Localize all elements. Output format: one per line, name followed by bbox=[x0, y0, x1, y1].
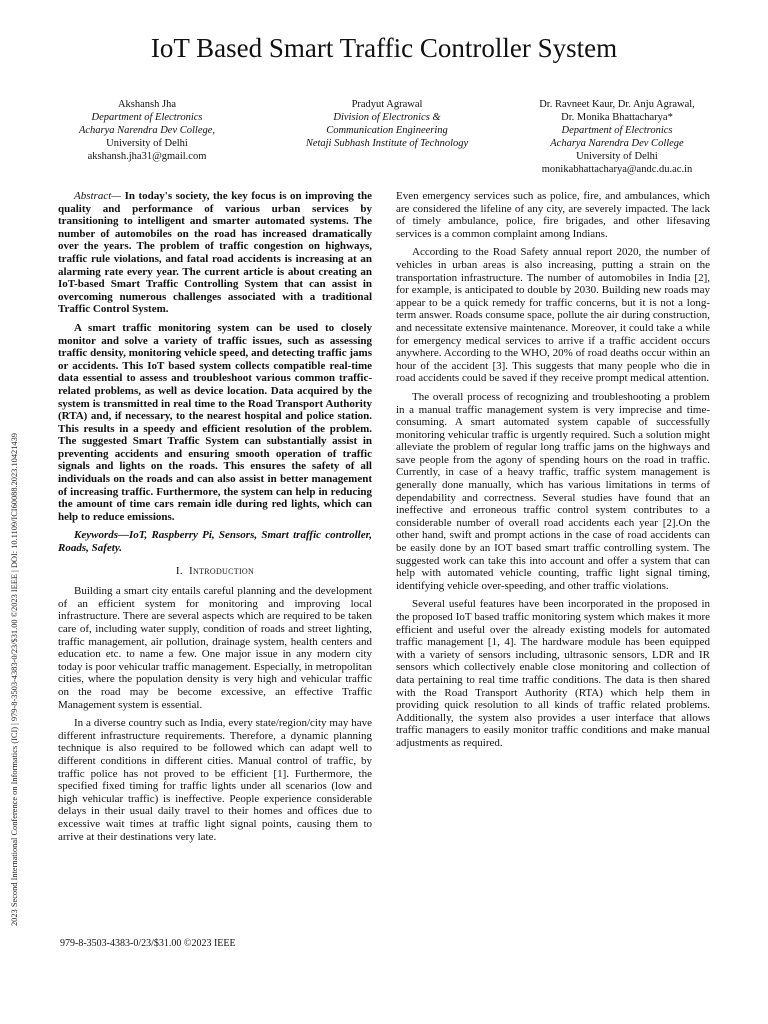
author-city: Netaji Subhash Institute of Technology bbox=[305, 138, 469, 149]
section-heading bbox=[58, 565, 372, 578]
right-column bbox=[396, 190, 710, 756]
keywords-text: IoT, Raspberry Pi, Sensors, Smart traffic controller, Roads, Safety. bbox=[58, 529, 372, 555]
abstract-label: Abstract— bbox=[74, 190, 122, 202]
body-paragraph: Even emergency services such as police, fire, and ambulances, which are considered the lifeline of any city, are severely impacted. The lack of timely ambulance, police, fire brigades, and other lifesaving services is a common complaint among Indians. bbox=[396, 190, 710, 240]
author-email: akshansh.jha31@gmail.com bbox=[87, 151, 207, 162]
author-dept: Department of Electronics bbox=[91, 112, 203, 123]
body-paragraph: According to the Road Safety annual report 2020, the number of vehicles in urban areas is also increasing, putting a strain on the transportation infrastructure. The number of automobiles in India [2], for example, is anticipated to double by 2030. Building new roads may appear to be a quick remedy for traffic concerns, but it is not a long-term answer. Roads consume space, pollute the air during construction, and necessitate extensive maintenance. Moreover, it could take a while for emergency medical services to arrive if a traffic accident occurs anywhere. According to the WHO, 20% of road deaths occur within an hour of the accident [3]. This suggests that many people who die in road accidents could be saved if they receive prompt medical attention. bbox=[396, 246, 710, 385]
author-name: Pradyut Agrawal bbox=[351, 99, 423, 110]
body-paragraph: Building a smart city entails careful planning and the development of an efficient system for monitoring and improving local infrastructure. There are several aspects which are required to be taken care of, including water supply, condition of roads and street lighting, traffic management, air pollution, drainage system, health centers and education etc. to name a few. One major issue in any modern city today is poor vehicular traffic management. Especially, in metropolitan cities, where the population density is very high and vehicular traffic on the road may be become excessive, an effective Traffic Management system is essential. bbox=[58, 585, 372, 711]
paper-title: IoT Based Smart Traffic Controller System bbox=[150, 33, 618, 63]
author-name: Akshansh Jha bbox=[117, 99, 177, 110]
body-paragraph: In a diverse country such as India, every state/region/city may have different infrastructure requirements. Therefore, a dynamic planning technique is also required to be followed which can adapt well to different conditions in different cities. Manual control of traffic, by traffic police has not proved to be efficient [1]. Furthermore, the specified fixed timing for traffic lights under all scenarios (low and high vehicular traffic) is ineffective. People experience considerable delays in their usual daily travel to their homes and offices due to excessive wait times at traffic light signal points, causing them to arrive at their destinations very late. bbox=[58, 717, 372, 843]
abstract-text: In today's society, the key focus is on improving the quality and performance of various urban services by transitioning to intelligent and smarter automated systems. The number of automobiles on the road has increased dramatically over the years. The problem of traffic congestion on highways, traffic rule violations, and fatal road accidents is increasing at an alarming rate every year. The current article is about creating an IoT-based Smart Traffic Controlling System that can assist in overcoming numerous challenges associated with a traditional Traffic Control System. bbox=[58, 190, 372, 316]
author-block-1 bbox=[52, 98, 242, 163]
footer-copyright: 979-8-3503-4383-0/23/$31.00 ©2023 IEEE bbox=[60, 938, 236, 949]
body-paragraph: Several useful features have been incorporated in the proposed in the proposed IoT based traffic monitoring system which makes it more efficient and useful over the already existing models for automated traffic management [1, 4]. The hardware module has been equipped with a variety of sensors including, ultrasonic sensors, LDR and IR sensors which collectively enable close monitoring and collection of data pertaining to real time traffic conditions. The data is then shared with the Road Transport Authority (RTA) which help them in providing quick resolution to all kinds of traffic related problems. Additionally, the system also provides a user interface that allows traffic managers to easily monitor traffic conditions and make manual adjustments as required. bbox=[396, 598, 710, 749]
author-name: Dr. Ravneet Kaur, Dr. Anju Agrawal, bbox=[539, 99, 695, 110]
left-column bbox=[58, 190, 372, 849]
keywords bbox=[58, 529, 372, 554]
author-inst: Communication Engineering bbox=[326, 125, 448, 136]
abstract-paragraph-2: A smart traffic monitoring system can be used to closely monitor and solve a variety of traffic issues, such as assessing traffic density, monitoring vehicle speed, and detecting traffic jams or accidents. This IoT based system collects compatible real-time data essential to assess and troubleshoot various common traffic-related problems, as well as device location. Data acquired by the system is transmitted in real time to the Road Transport Authority (RTA) and, if necessary, to the nearest hospital and police station. This results in a speedy and efficient resolution of the problem. The suggested Smart Traffic System can substantially assist in preventing accidents and ensuring smooth operation of traffic signals and lights on the roads. This ensures the safety of all individuals on the roads and can also assist in better management of increasing traffic. Furthermore, the system can help in reducing the amount of time cars remain idle during red lights, which can help to reduce emissions. bbox=[58, 321, 372, 523]
author-inst: Acharya Narendra Dev College, bbox=[78, 125, 216, 136]
body-paragraph: The overall process of recognizing and troubleshooting a problem in a manual traffic management system is very imprecise and time-consuming. A smart automated system capable of successfully monitoring vehicular traffic is urgently required. Such a solution might alleviate the problem of regular long traffic jams on the highways and save people from the agony of spending hours on the road in traffic. Currently, in case of a heavy traffic, traffic system management is generally done manually, which has various limitations in terms of dependability and correctness. Several studies have found that an ineffective and erroneous traffic control system contributes to a considerable number of overall road accidents each year [2].On the other hand, swift and prompt actions in the case of road accidents can be easily done by an IOT based smart traffic controlling system. The suggested work can take this into account and offer a system that can help with automated vehicle counting, traffic light signal timing, identifying vehicle over-speeding, and other traffic violations. bbox=[396, 390, 710, 592]
section-number: I. bbox=[175, 564, 183, 577]
author-email: monikabhattacharya@andc.du.ac.in bbox=[541, 164, 693, 175]
keywords-label: Keywords— bbox=[74, 529, 129, 542]
author-block-3 bbox=[512, 98, 722, 176]
author-block-2 bbox=[282, 98, 492, 150]
author-dept: Division of Electronics & bbox=[333, 112, 441, 123]
author-city: University of Delhi bbox=[106, 138, 188, 149]
author-city: University of Delhi bbox=[576, 151, 658, 162]
abstract-paragraph bbox=[58, 190, 372, 316]
author-name-2: Dr. Monika Bhattacharya* bbox=[561, 112, 673, 123]
conference-sidebar: 2023 Second International Conference on Informatics (ICI) | 979-8-3503-4383-0/23/$31.00 ©2023 IEEE | DOI: 10.1109/ICI60088.2023.10421439 bbox=[10, 433, 19, 926]
author-dept: Department of Electronics bbox=[561, 125, 673, 136]
author-inst: Acharya Narendra Dev College bbox=[550, 138, 684, 149]
section-title: Introduction bbox=[189, 564, 255, 577]
